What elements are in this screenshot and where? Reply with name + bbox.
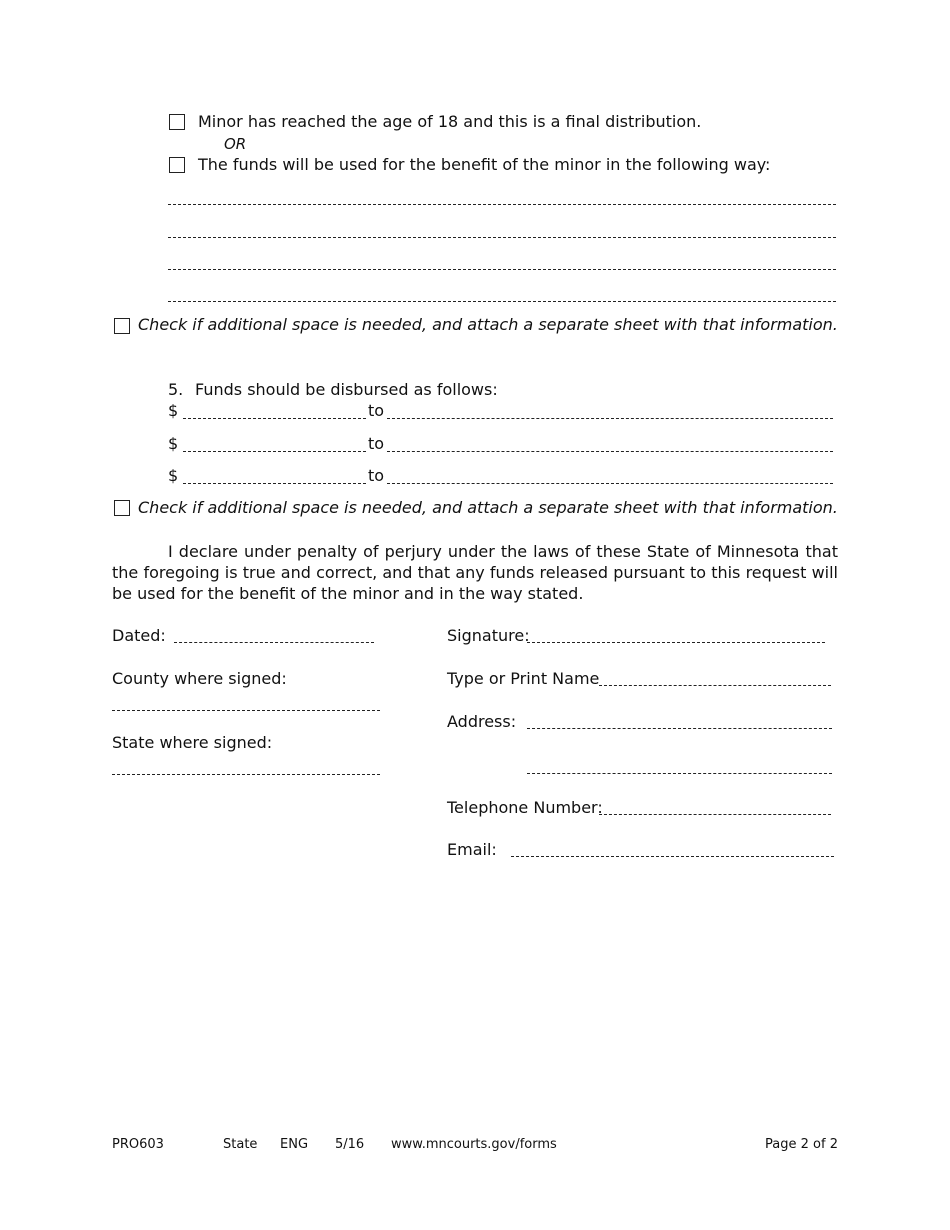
dated-line[interactable] — [174, 642, 374, 643]
address-label: Address: — [447, 712, 517, 731]
dated-label: Dated: — [112, 626, 166, 645]
email-line[interactable] — [511, 856, 834, 857]
additional-space-note-2: Check if additional space is needed, and attach a separate sheet with that information. — [138, 498, 838, 517]
final-distribution-label: Minor has reached the age of 18 and this is a final distribution. — [198, 112, 702, 131]
additional-space-checkbox-2[interactable] — [114, 500, 130, 516]
address-line-1[interactable] — [527, 728, 832, 729]
payee-line[interactable] — [387, 418, 833, 419]
payee-line[interactable] — [387, 451, 833, 452]
additional-space-note-1: Check if additional space is needed, and attach a separate sheet with that information. — [138, 315, 838, 334]
footer-website[interactable]: www.mncourts.gov/forms — [391, 1137, 557, 1152]
footer-language: ENG — [280, 1137, 309, 1152]
footer-jurisdiction: State — [223, 1137, 258, 1152]
signature-label: Signature: — [447, 626, 530, 645]
county-line[interactable] — [112, 710, 380, 711]
signature-line[interactable] — [527, 642, 825, 643]
footer-form-code: PRO603 — [112, 1137, 164, 1152]
state-line[interactable] — [112, 774, 380, 775]
footer-page-number: Page 2 of 2 — [765, 1137, 838, 1152]
dollar-sign: $ — [168, 401, 179, 420]
telephone-line[interactable] — [599, 814, 831, 815]
footer-revision: 5/16 — [335, 1137, 365, 1152]
amount-line[interactable] — [183, 418, 366, 419]
to-label: to — [368, 466, 385, 485]
to-label: to — [368, 434, 385, 453]
section-5-number: 5. — [168, 380, 184, 399]
declaration-paragraph: I declare under penalty of perjury under the laws of these State of Minnesota that the foregoing is true and correct, and that any funds released pursuant to this request will be used for the benefit of the minor and in the way stated. — [112, 542, 838, 603]
or-label: OR — [224, 135, 247, 153]
print-name-label: Type or Print Name — [447, 669, 600, 688]
benefit-explanation-line[interactable] — [168, 269, 836, 270]
county-label: County where signed: — [112, 669, 287, 688]
benefit-use-checkbox[interactable] — [169, 157, 185, 173]
to-label: to — [368, 401, 385, 420]
dollar-sign: $ — [168, 434, 179, 453]
benefit-use-label: The funds will be used for the benefit of the minor in the following way: — [198, 155, 771, 174]
amount-line[interactable] — [183, 451, 366, 452]
benefit-explanation-line[interactable] — [168, 301, 836, 302]
state-label: State where signed: — [112, 733, 273, 752]
amount-line[interactable] — [183, 483, 366, 484]
benefit-explanation-line[interactable] — [168, 204, 836, 205]
email-label: Email: — [447, 840, 497, 859]
print-name-line[interactable] — [599, 685, 831, 686]
benefit-explanation-line[interactable] — [168, 237, 836, 238]
final-distribution-checkbox[interactable] — [169, 114, 185, 130]
section-5-heading: Funds should be disbursed as follows: — [195, 380, 498, 399]
telephone-label: Telephone Number: — [447, 798, 603, 817]
dollar-sign: $ — [168, 466, 179, 485]
payee-line[interactable] — [387, 483, 833, 484]
additional-space-checkbox-1[interactable] — [114, 318, 130, 334]
address-line-2[interactable] — [527, 773, 832, 774]
